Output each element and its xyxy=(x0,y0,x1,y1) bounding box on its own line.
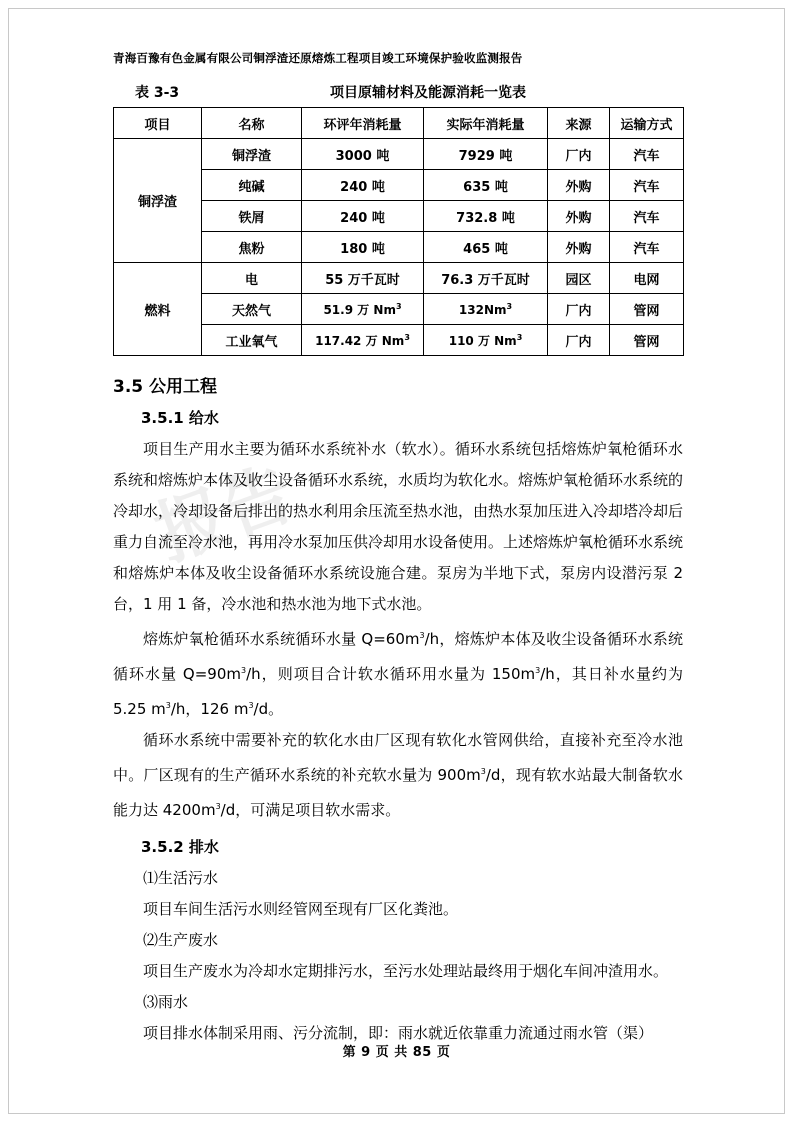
document-header: 青海百豫有色金属有限公司铜浮渣还原熔炼工程项目竣工环境保护验收监测报告 xyxy=(113,51,523,65)
table-title: 项目原辅材料及能源消耗一览表 xyxy=(330,85,526,101)
cell-source: 厂内 xyxy=(548,294,610,325)
page-footer: 第 9 页 共 85 页 xyxy=(342,1045,451,1060)
cell-name: 铜浮渣 xyxy=(202,139,302,170)
cell-actual: 732.8 吨 xyxy=(424,201,548,232)
paragraph-water-supply-1: 项目生产用水主要为循环水系统补水（软水）。循环水系统包括熔炼炉氧枪循环水系统和熔炼炉本体及收尘设备循环水系统，水质均为软化水。熔炼炉氧枪循环水系统的冷却水，冷却设备后排出的热水利用余压流至热水池，由热水泵加压进入冷却塔冷却后重力自流至冷水池，再用冷水泵加压供冷却用水设备使用。上述熔炼炉氧枪循环水系统和熔炼炉本体及收尘设备循环水系统设施合建。泵房为半地下式，泵房内设潜污泵 2 台，1 用 1 备，冷水池和热水池为地下式水池。 xyxy=(113,440,684,613)
cell-planned: 117.42 万 Nm$^3$ xyxy=(302,325,424,356)
materials-table xyxy=(113,107,684,356)
paragraph-rainwater: 项目排水体制采用雨、污分流制，即：雨水就近依靠重力流通过雨水管（渠） xyxy=(143,1024,654,1042)
cell-source: 外购 xyxy=(548,170,610,201)
cell-actual: 465 吨 xyxy=(424,232,548,263)
cell-name: 工业氧气 xyxy=(202,325,302,356)
col-header-transport: 运输方式 xyxy=(610,108,684,139)
cell-actual: 7929 吨 xyxy=(424,139,548,170)
cell-transport: 管网 xyxy=(610,294,684,325)
cell-name: 天然气 xyxy=(202,294,302,325)
cell-planned: 55 万千瓦时 xyxy=(302,263,424,294)
cell-name: 电 xyxy=(202,263,302,294)
watermark: 报告 xyxy=(145,451,305,577)
group-label-copper-dross: 铜浮渣 xyxy=(114,139,202,263)
list-item-rainwater: ⑶雨水 xyxy=(143,993,189,1011)
cell-source: 厂内 xyxy=(548,139,610,170)
list-item-production-wastewater: ⑵生产废水 xyxy=(143,931,219,949)
cell-transport: 汽车 xyxy=(610,232,684,263)
paragraph-water-supply-3: 循环水系统中需要补充的软化水由厂区现有软化水管网供给，直接补充至冷水池中。厂区现有的生产循环水系统的补充软水量为 $900m^3/d$，现有软水站最大制备软水能力达 $4200m^3/d$，可满足项目软水需求。 xyxy=(113,731,684,819)
page-content xyxy=(113,50,683,1049)
cell-name: 焦粉 xyxy=(202,232,302,263)
list-item-domestic-sewage: ⑴生活污水 xyxy=(143,869,219,887)
section-heading-3-5-1: 3.5.1 给水 xyxy=(141,409,219,427)
cell-source: 厂内 xyxy=(548,325,610,356)
cell-transport: 汽车 xyxy=(610,201,684,232)
cell-source: 外购 xyxy=(548,201,610,232)
cell-transport: 汽车 xyxy=(610,139,684,170)
paragraph-domestic-sewage: 项目车间生活污水则经管网至现有厂区化粪池。 xyxy=(143,900,459,918)
cell-name: 铁屑 xyxy=(202,201,302,232)
cell-name: 纯碱 xyxy=(202,170,302,201)
table-row xyxy=(114,263,684,294)
paragraph-production-wastewater: 项目生产废水为冷却水定期排污水，至污水处理站最终用于烟化车间冲渣用水。 xyxy=(143,962,669,980)
cell-planned: 180 吨 xyxy=(302,232,424,263)
col-header-project: 项目 xyxy=(114,108,202,139)
cell-transport: 电网 xyxy=(610,263,684,294)
cell-planned: 3000 吨 xyxy=(302,139,424,170)
col-header-actual: 实际年消耗量 xyxy=(424,108,548,139)
cell-transport: 管网 xyxy=(610,325,684,356)
cell-transport: 汽车 xyxy=(610,170,684,201)
table-header-row xyxy=(114,108,684,139)
section-heading-3-5-2: 3.5.2 排水 xyxy=(141,838,219,856)
cell-actual: 635 吨 xyxy=(424,170,548,201)
cell-actual: 76.3 万千瓦时 xyxy=(424,263,548,294)
cell-planned: 240 吨 xyxy=(302,201,424,232)
col-header-name: 名称 xyxy=(202,108,302,139)
cell-source: 园区 xyxy=(548,263,610,294)
cell-actual: 132Nm$^3$ xyxy=(424,294,548,325)
table-number: 表 3-3 xyxy=(135,85,180,101)
cell-actual: 110 万 Nm$^3$ xyxy=(424,325,548,356)
cell-planned: 240 吨 xyxy=(302,170,424,201)
col-header-planned: 环评年消耗量 xyxy=(302,108,424,139)
table-row xyxy=(114,139,684,170)
group-label-fuel: 燃料 xyxy=(114,263,202,356)
col-header-source: 来源 xyxy=(548,108,610,139)
cell-planned: 51.9 万 Nm$^3$ xyxy=(302,294,424,325)
cell-source: 外购 xyxy=(548,232,610,263)
section-heading-3-5: 3.5 公用工程 xyxy=(113,377,218,397)
table-body xyxy=(114,139,684,356)
paragraph-water-supply-2: 熔炼炉氧枪循环水系统循环水量 $Q=60m^3/h$，熔炼炉本体及收尘设备循环水系统循环水量 $Q=90m^3/h$，则项目合计软水循环用水量为 $150m^3/h$，其日补水量约为 5.25 $m^3/h$，126 $m^3/d$。 xyxy=(113,630,684,718)
table-caption xyxy=(113,82,683,102)
